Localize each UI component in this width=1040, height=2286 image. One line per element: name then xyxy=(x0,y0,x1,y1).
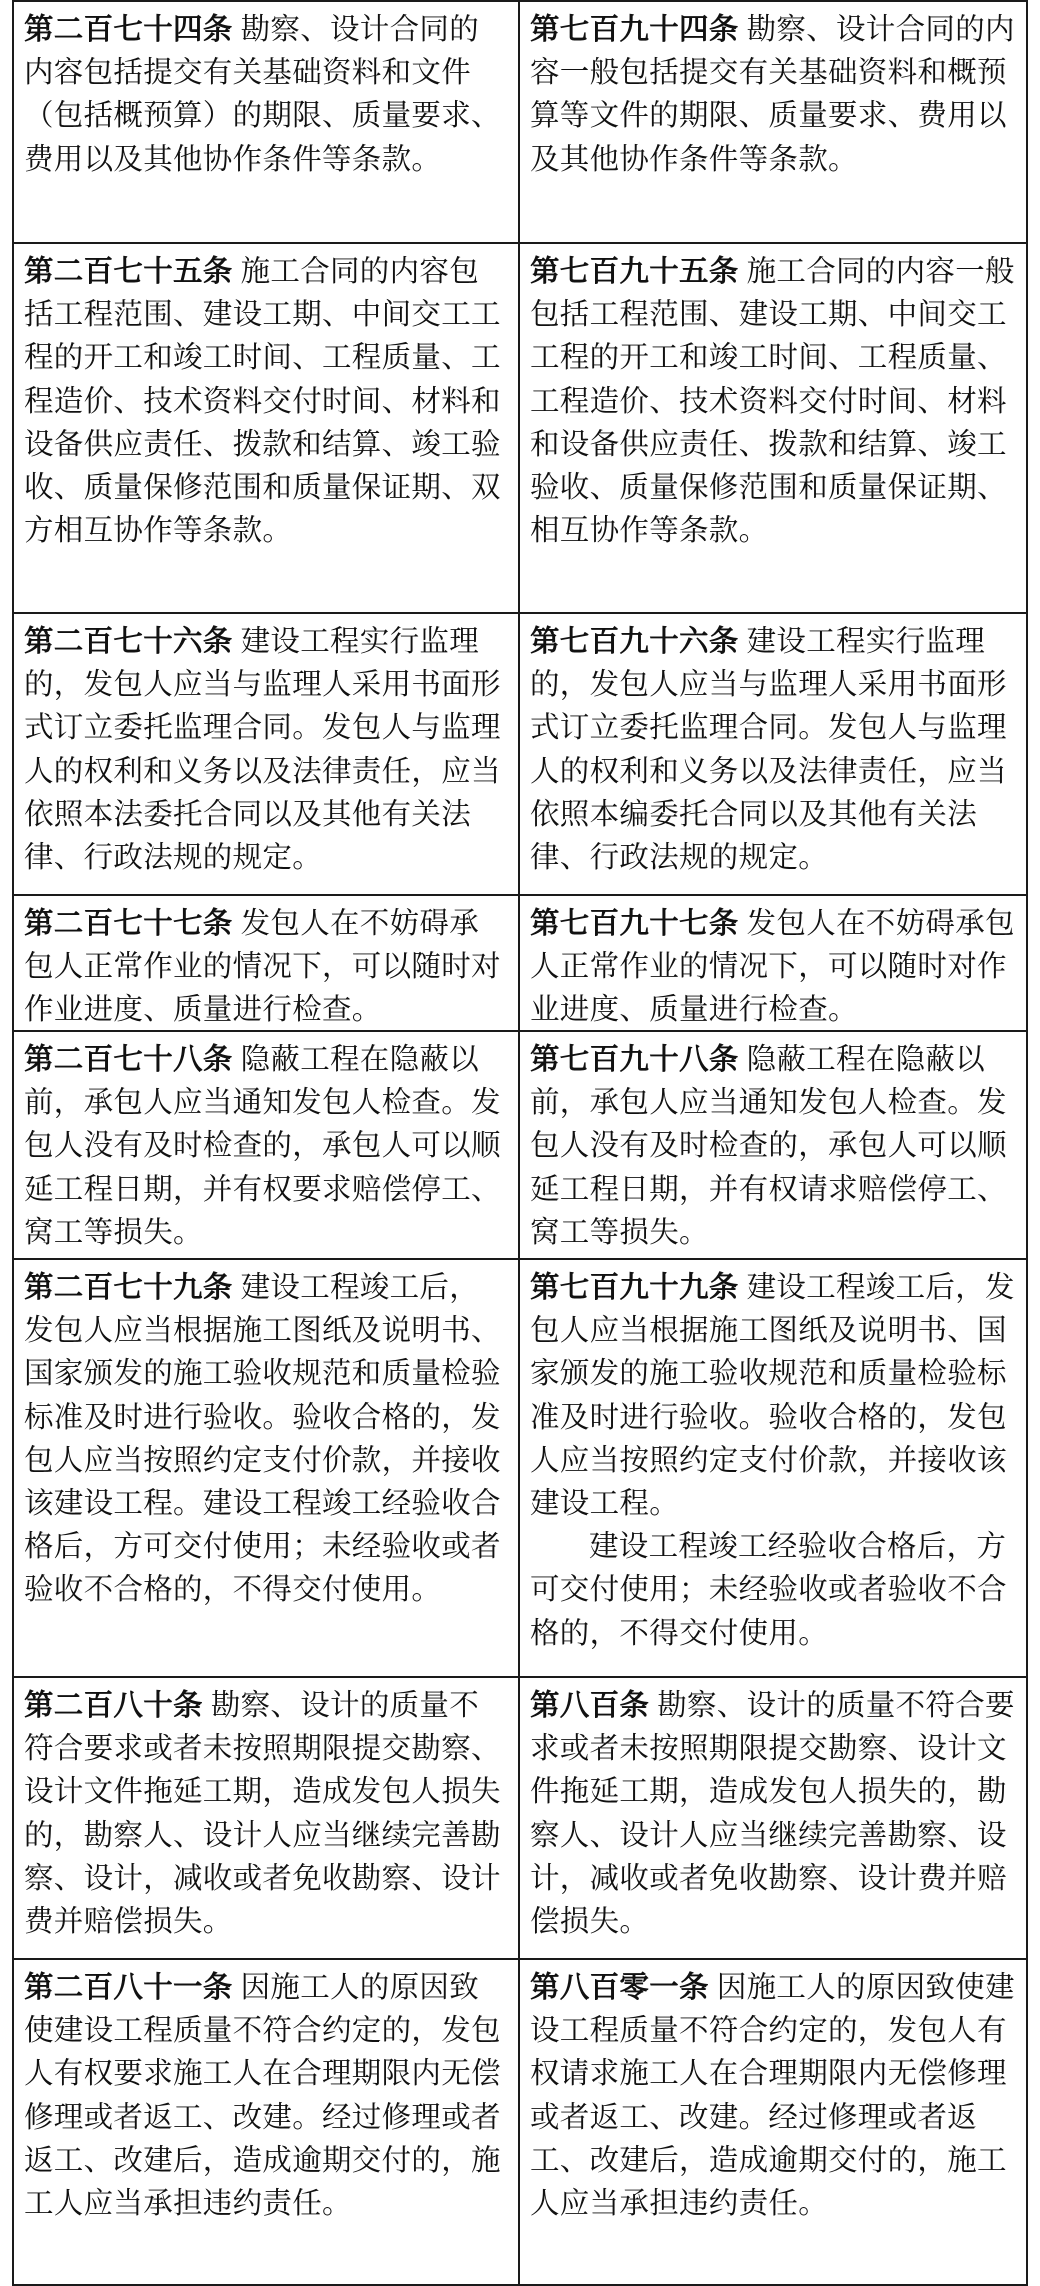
table-row xyxy=(12,612,1028,894)
article-text: 发包人在不妨碍承包人正常作业的情况下，可以随时对作业进度、质量进行检查。 xyxy=(530,906,1015,1027)
table-row xyxy=(12,1030,1028,1258)
new-article-794 xyxy=(520,2,1026,242)
new-article-797 xyxy=(520,896,1026,1030)
article-text: 建设工程竣工后，发包人应当根据施工图纸及说明书、国家颁发的施工验收规范和质量检验标准及时进行验收。验收合格的，发包人应当按照约定支付价款，并接收该建设工程。 xyxy=(530,1270,1015,1521)
new-article-800 xyxy=(520,1678,1026,1958)
article-text: 建设工程实行监理的，发包人应当与监理人采用书面形式订立委托监理合同。发包人与监理人的权利和义务以及法律责任，应当依照本法委托合同以及其他有关法律、行政法规的规定。 xyxy=(24,624,501,875)
table-row xyxy=(12,894,1028,1030)
article-text: 建设工程实行监理的，发包人应当与监理人采用书面形式订立委托监理合同。发包人与监理人的权利和义务以及法律责任，应当依照本编委托合同以及其他有关法律、行政法规的规定。 xyxy=(530,624,1007,875)
new-article-798 xyxy=(520,1032,1026,1258)
article-paragraph-2: 建设工程竣工经验收合格后，方可交付使用；未经验收或者验收不合格的，不得交付使用。 xyxy=(530,1529,1007,1650)
old-article-278 xyxy=(14,1032,520,1258)
table-row xyxy=(12,1958,1028,2286)
article-text: 发包人在不妨碍承包人正常作业的情况下，可以随时对作业进度、质量进行检查。 xyxy=(24,906,501,1027)
new-article-795 xyxy=(520,244,1026,612)
table-row xyxy=(12,1676,1028,1958)
article-number: 第二百八十一条 xyxy=(24,1970,233,2004)
article-number: 第二百七十六条 xyxy=(24,624,233,658)
article-text: 施工合同的内容包括工程范围、建设工期、中间交工工程的开工和竣工时间、工程质量、工程造价、技术资料交付时间、材料和设备供应责任、拨款和结算、竣工验收、质量保修范围和质量保证期、双方相互协作等条款。 xyxy=(24,254,501,548)
article-text: 勘察、设计的质量不符合要求或者未按照期限提交勘察、设计文件拖延工期，造成发包人损失的，勘察人、设计人应当继续完善勘察、设计，减收或者免收勘察、设计费并赔偿损失。 xyxy=(530,1688,1015,1939)
article-text: 因施工人的原因致使建设工程质量不符合约定的，发包人有权要求施工人在合理期限内无偿修理或者返工、改建。经过修理或者返工、改建后，造成逾期交付的，施工人应当承担违约责任。 xyxy=(24,1970,501,2221)
article-text: 建设工程竣工后，发包人应当根据施工图纸及说明书、国家颁发的施工验收规范和质量检验标准及时进行验收。验收合格的，发包人应当按照约定支付价款，并接收该建设工程。建设工程竣工经验收合格后，方可交付使用；未经验收或者验收不合格的，不得交付使用。 xyxy=(24,1270,501,1607)
old-article-276 xyxy=(14,614,520,894)
article-number: 第七百九十七条 xyxy=(530,906,739,940)
article-number: 第八百条 xyxy=(530,1688,650,1722)
comparison-table xyxy=(12,0,1028,2286)
article-text: 勘察、设计合同的内容包括提交有关基础资料和文件（包括概预算）的期限、质量要求、费用以及其他协作条件等条款。 xyxy=(24,12,501,176)
new-article-801 xyxy=(520,1960,1026,2284)
article-text: 勘察、设计合同的内容一般包括提交有关基础资料和概预算等文件的期限、质量要求、费用以及其他协作条件等条款。 xyxy=(530,12,1015,176)
old-article-277 xyxy=(14,896,520,1030)
new-article-799 xyxy=(520,1260,1026,1676)
article-number: 第七百九十九条 xyxy=(530,1270,739,1304)
article-text: 隐蔽工程在隐蔽以前，承包人应当通知发包人检查。发包人没有及时检查的，承包人可以顺延工程日期，并有权请求赔偿停工、窝工等损失。 xyxy=(530,1042,1007,1249)
article-text: 因施工人的原因致使建设工程质量不符合约定的，发包人有权请求施工人在合理期限内无偿修理或者返工、改建。经过修理或者返工、改建后，造成逾期交付的，施工人应当承担违约责任。 xyxy=(530,1970,1015,2221)
article-text: 施工合同的内容一般包括工程范围、建设工期、中间交工工程的开工和竣工时间、工程质量、工程造价、技术资料交付时间、材料和设备供应责任、拨款和结算、竣工验收、质量保修范围和质量保证期、相互协作等条款。 xyxy=(530,254,1015,548)
old-article-275 xyxy=(14,244,520,612)
new-article-796 xyxy=(520,614,1026,894)
article-number: 第二百八十条 xyxy=(24,1688,203,1722)
old-article-279 xyxy=(14,1260,520,1676)
table-row xyxy=(12,242,1028,612)
article-number: 第二百七十四条 xyxy=(24,12,233,46)
article-text: 隐蔽工程在隐蔽以前，承包人应当通知发包人检查。发包人没有及时检查的，承包人可以顺延工程日期，并有权要求赔偿停工、窝工等损失。 xyxy=(24,1042,501,1249)
article-number: 第二百七十五条 xyxy=(24,254,233,288)
article-number: 第二百七十七条 xyxy=(24,906,233,940)
article-text: 勘察、设计的质量不符合要求或者未按照期限提交勘察、设计文件拖延工期，造成发包人损失的，勘察人、设计人应当继续完善勘察、设计，减收或者免收勘察、设计费并赔偿损失。 xyxy=(24,1688,501,1939)
article-number: 第七百九十八条 xyxy=(530,1042,739,1076)
old-article-274 xyxy=(14,2,520,242)
old-article-281 xyxy=(14,1960,520,2284)
table-row xyxy=(12,0,1028,242)
article-number: 第七百九十五条 xyxy=(530,254,739,288)
article-number: 第七百九十六条 xyxy=(530,624,739,658)
article-number: 第二百七十八条 xyxy=(24,1042,233,1076)
old-article-280 xyxy=(14,1678,520,1958)
article-number: 第七百九十四条 xyxy=(530,12,739,46)
article-number: 第八百零一条 xyxy=(530,1970,709,2004)
article-number: 第二百七十九条 xyxy=(24,1270,233,1304)
table-row xyxy=(12,1258,1028,1676)
